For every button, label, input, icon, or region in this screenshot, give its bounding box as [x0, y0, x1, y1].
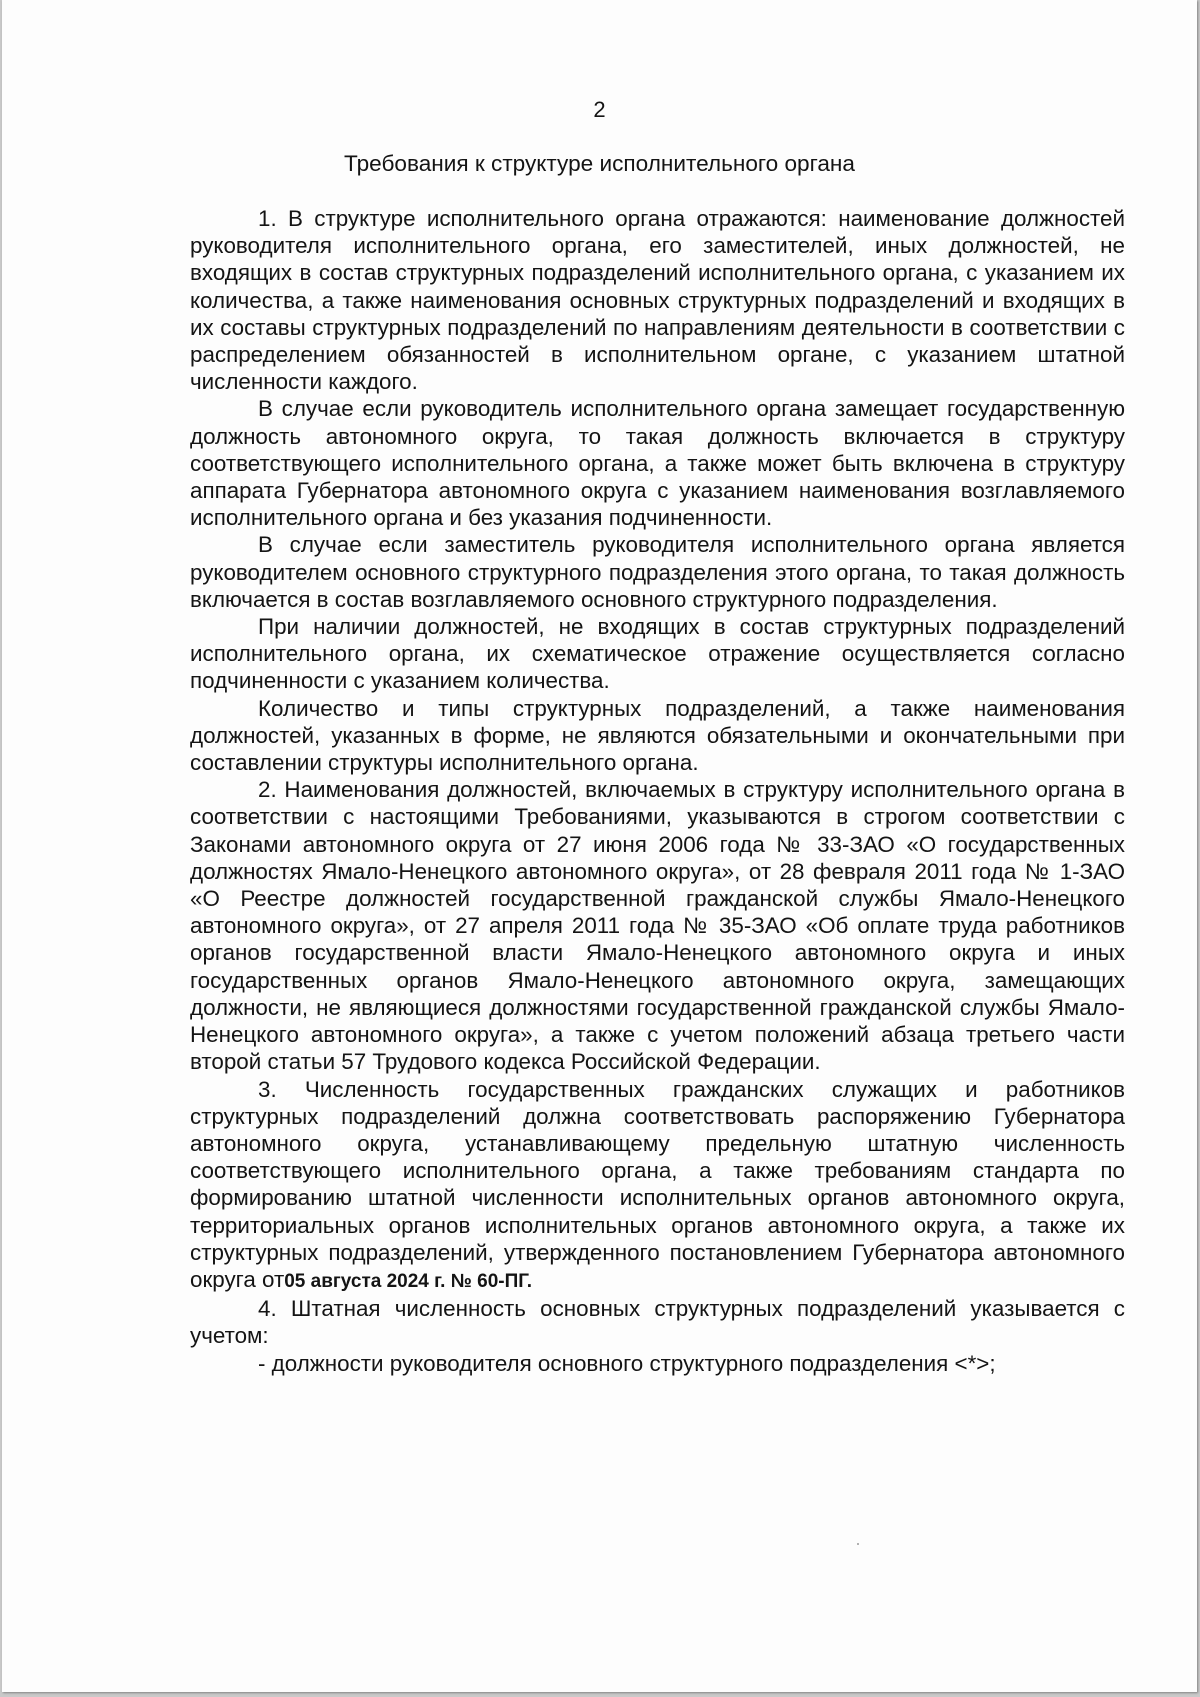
document-page: [2, 0, 1197, 1692]
paragraph-2: 2. Наименования должностей, включаемых в структуру исполнительного органа в соответствии с настоящими Требованиями, указываются в строгом соответствии с Законами автономного округа от 27 июня 2006 года № 33-ЗАО «О государственных должностях Ямало-Ненецкого автономного округа», от 28 февраля 2011 года № 1-ЗАО «О Реестре должностей государственной гражданской службы Ямало-Ненецкого автономного округа», от 27 апреля 2011 года № 35-ЗАО «Об оплате труда работников органов государственной власти Ямало-Ненецкого автономного округа и иных государственных органов Ямало-Ненецкого автономного округа, замещающих должности, не являющиеся должностями государственной гражданской службы Ямало-Ненецкого автономного округа», а также с учетом положений абзаца третьего части второй статьи 57 Трудового кодекса Российской Федерации.: [190, 777, 1125, 1075]
paragraph-1-positions: При наличии должностей, не входящих в состав структурных подразделений исполнительного органа, их схематическое отражение осуществляется согласно подчиненности с указанием количества.: [190, 614, 1125, 694]
paragraph-3-text: 3. Численность государственных гражданских служащих и работников структурных подразделений должна соответствовать распоряжению Губернатора автономного округа, устанавливающему предельную штатную численность соответствующего исполнительного органа, а также требованиям стандарта по формированию штатной численности исполнительных органов автономного округа, территориальных органов исполнительных органов автономного округа, а также их структурных подразделений, утвержденного постановлением Губернатора автономного округа от: [190, 1076, 1125, 1292]
list-item-head-position: - должности руководителя основного структурного подразделения <*>;: [258, 1350, 996, 1376]
page-number: 2: [593, 97, 606, 122]
scan-speck: [857, 1543, 859, 1545]
section-title: Требования к структуре исполнительного органа: [344, 151, 855, 176]
paragraph-1-governor-case: В случае если руководитель исполнительного органа замещает государственную должность автономного округа, то такая должность включается в структуру соответствующего исполнительного органа, а также может быть включена в структуру аппарата Губернатора автономного округа с указанием наименования возглавляемого исполнительного органа и без указания подчиненности.: [190, 396, 1125, 531]
paragraph-3: [190, 1076, 1125, 1296]
document-body: [190, 205, 1125, 1377]
decree-reference: 05 августа 2024 г. № 60-ПГ.: [284, 1270, 532, 1292]
paragraph-1-types: Количество и типы структурных подразделений, а также наименования должностей, указанных в форме, не являются обязательными и окончательными при составлении структуры исполнительного органа.: [190, 695, 1125, 776]
paragraph-1-deputy-case: В случае если заместитель руководителя исполнительного органа является руководителем основного структурного подразделения этого органа, то такая должность включается в состав возглавляемого основного структурного подразделения.: [190, 532, 1125, 612]
paragraph-1: 1. В структуре исполнительного органа отражаются: наименование должностей руководителя исполнительного органа, его заместителей, иных должностей, не входящих в состав структурных подразделений исполнительного органа, с указанием их количества, а также наименования основных структурных подразделений и входящих в их составы структурных подразделений по направлениям деятельности в соответствии с распределением обязанностей в исполнительном органе, с указанием штатной численности каждого.: [190, 206, 1125, 395]
paragraph-4: 4. Штатная численность основных структурных подразделений указывается с учетом:: [190, 1296, 1125, 1349]
